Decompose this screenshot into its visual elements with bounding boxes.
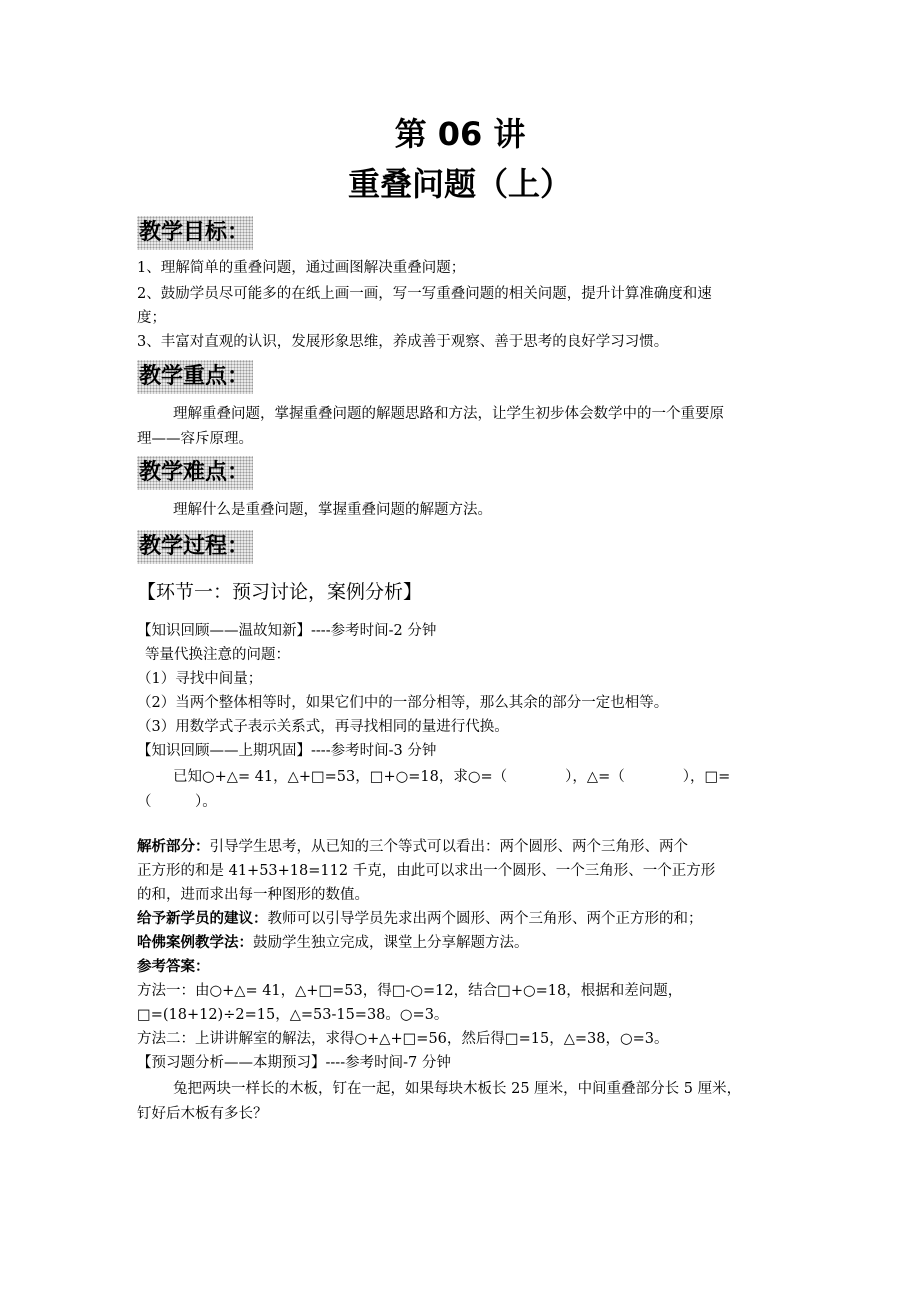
lecture-title: 重叠问题（上） bbox=[347, 165, 572, 203]
harvard-label: 哈佛案例教学法： bbox=[137, 934, 253, 951]
advice-line bbox=[137, 909, 703, 929]
review1-intro: 等量代换注意的问题： bbox=[145, 647, 290, 663]
keypoints-line: 理——容斥原理。 bbox=[137, 431, 253, 447]
analysis-line: 正方形的和是 41+53+18=112 千克，由此可以求出一个圆形、一个三角形、一个正方形 bbox=[137, 863, 716, 879]
review2-label: 【知识回顾——上期巩固】----参考时间-3 分钟 bbox=[137, 743, 437, 759]
answer-label: 参考答案： bbox=[137, 958, 210, 975]
answer-line: 方法二：上讲讲解室的解法，求得○+△+□=56，然后得□=15，△=38，○=3。 bbox=[137, 1031, 669, 1047]
lecture-number: 第 06 讲 bbox=[394, 115, 526, 153]
review2-question: 已知○+△= 41，△+□=53，□+○=18，求○=（ ），△=（ ），□= bbox=[173, 769, 731, 785]
advice-label: 给予新学员的建议： bbox=[137, 910, 268, 927]
goal-item: 1、理解简单的重叠问题，通过画图解决重叠问题； bbox=[137, 260, 466, 276]
goal-item: 3、丰富对直观的认识，发展形象思维，养成善于观察、善于思考的良好学习习惯。 bbox=[137, 334, 669, 350]
section-heading-keypoints: 教学重点： bbox=[137, 360, 253, 394]
goal-item: 2、鼓励学员尽可能多的在纸上画一画，写一写重叠问题的相关问题，提升计算准确度和速 bbox=[137, 286, 712, 302]
answer-line: □=(18+12)÷2=15，△=53-15=38。○=3。 bbox=[137, 1007, 449, 1023]
advice-text: 教师可以引导学员先求出两个圆形、两个三角形、两个正方形的和； bbox=[267, 911, 703, 927]
review1-label: 【知识回顾——温故知新】----参考时间-2 分钟 bbox=[137, 623, 437, 639]
preview-label: 【预习题分析——本期预习】----参考时间-7 分钟 bbox=[137, 1055, 451, 1071]
preview-question: 兔把两块一样长的木板，钉在一起，如果每块木板长 25 厘米，中间重叠部分长 5 厘米， bbox=[173, 1081, 742, 1097]
section-heading-difficulties: 教学难点： bbox=[137, 456, 253, 490]
analysis-text: 引导学生思考，从已知的三个等式可以看出：两个圆形、两个三角形、两个 bbox=[209, 839, 688, 855]
keypoints-line: 理解重叠问题，掌握重叠问题的解题思路和方法，让学生初步体会数学中的一个重要原 bbox=[173, 406, 724, 422]
section-heading-goals: 教学目标： bbox=[137, 216, 253, 250]
review1-item: （1）寻找中间量； bbox=[137, 671, 263, 687]
answer-line: 方法一：由○+△= 41，△+□=53，得□-○=12，结合□+○=18，根据和差问题， bbox=[137, 983, 683, 999]
review2-question-continued: （ ）。 bbox=[137, 794, 217, 810]
analysis-line bbox=[137, 837, 688, 857]
goal-item-continued: 度； bbox=[137, 310, 166, 326]
harvard-line bbox=[137, 933, 529, 953]
review1-item: （3）用数学式子表示关系式，再寻找相同的量进行代换。 bbox=[137, 719, 509, 735]
section-heading-process: 教学过程： bbox=[137, 530, 253, 564]
segment-title: 【环节一：预习讨论，案例分析】 bbox=[137, 581, 423, 603]
review1-item: （2）当两个整体相等时，如果它们中的一部分相等，那么其余的部分一定也相等。 bbox=[137, 695, 669, 711]
harvard-text: 鼓励学生独立完成，课堂上分享解题方法。 bbox=[253, 935, 529, 951]
analysis-line: 的和，进而求出每一种图形的数值。 bbox=[137, 887, 369, 903]
analysis-label: 解析部分： bbox=[137, 838, 210, 855]
preview-question-continued: 钉好后木板有多长？ bbox=[137, 1106, 268, 1122]
difficulties-text: 理解什么是重叠问题，掌握重叠问题的解题方法。 bbox=[173, 502, 492, 518]
